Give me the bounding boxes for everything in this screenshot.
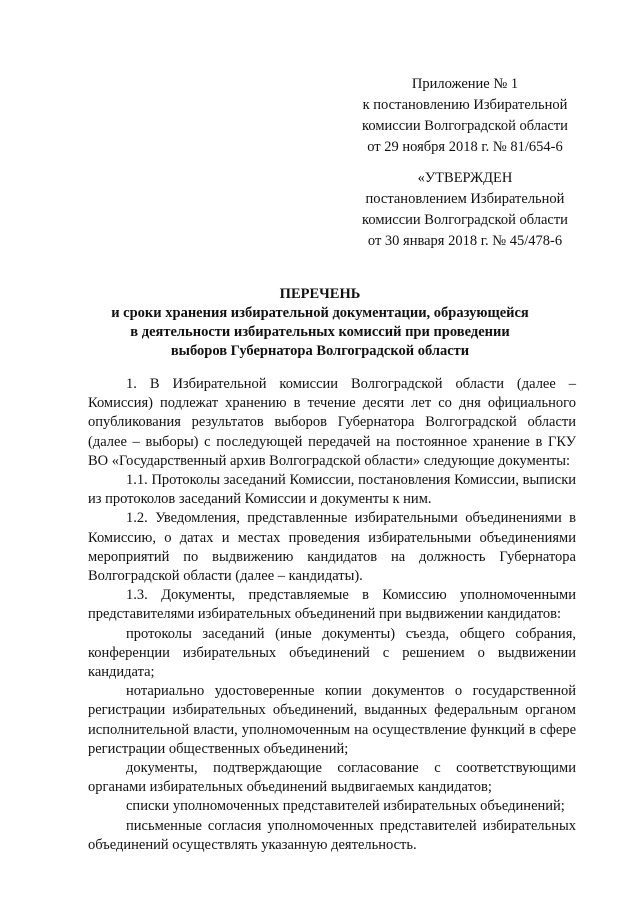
list-item-agreement-docs: документы, подтверждающие согласование с соответствующими органами избирательных объединений выдвигаемых кандидатов; <box>88 760 576 796</box>
list-item-written-consents: письменные согласия уполномоченных представителей избирательных объединений осуществлять указанную деятельность. <box>88 817 576 853</box>
title-line: и сроки хранения избирательной документации, образующейся <box>111 305 529 321</box>
document-body <box>88 375 576 855</box>
list-item-notarized-copies: нотариально удостоверенные копии документов о государственной регистрации избирательных объединений, выданных федеральным органом исполнительной власти, уполномоченным на осуществление функций в сфере регистрации общественных объединений; <box>88 683 576 757</box>
appendix-line: к постановлению Избирательной <box>362 97 568 113</box>
appendix-line: Приложение № 1 <box>411 76 519 92</box>
title-line: в деятельности избирательных комиссий при проведении <box>130 324 510 340</box>
paragraph-item-1-1: 1.1. Протоколы заседаний Комиссии, постановления Комиссии, выписки из протоколов заседаний Комиссии и документы к ним. <box>88 472 576 508</box>
approval-line: «УТВЕРЖДЕН <box>417 170 513 186</box>
appendix-note <box>330 74 600 158</box>
paragraph-item-1: 1. В Избирательной комиссии Волгоградской области (далее – Комиссия) подлежат хранению в течение десяти лет со дня официального опубликования результатов выборов Губернатора Волгоградской области (далее – выборы) с последующей передачей на постоянное хранение в ГКУ ВО «Государственный архив Волгоградской области» следующие документы: <box>88 376 576 469</box>
list-item-protocols: протоколы заседаний (иные документы) съезда, общего собрания, конференции избирательных объединений с решением о выдвижении кандидата; <box>88 625 576 681</box>
document-title <box>60 285 580 361</box>
appendix-line: от 29 ноября 2018 г. № 81/654-6 <box>367 139 563 155</box>
title-heading: ПЕРЕЧЕНЬ <box>279 286 361 302</box>
approval-stamp-text <box>330 168 600 252</box>
approval-line: от 30 января 2018 г. № 45/478-6 <box>367 233 563 249</box>
paragraph-item-1-2: 1.2. Уведомления, представленные избирательными объединениями в Комиссию, о датах и местах проведения избирательными объединениями мероприятий по выдвижению кандидатов на должность Губернатора Волгоградской области (далее – кандидаты). <box>88 510 576 585</box>
list-item-representatives: списки уполномоченных представителей избирательных объединений; <box>126 798 565 815</box>
approval-line: комиссии Волгоградской области <box>362 212 568 228</box>
title-line: выборов Губернатора Волгоградской области <box>170 343 470 359</box>
approval-line: постановлением Избирательной <box>365 191 565 207</box>
paragraph-item-1-3: 1.3. Документы, представляемые в Комиссию уполномоченными представителями избирательных объединений при выдвижении кандидатов: <box>88 587 576 623</box>
appendix-line: комиссии Волгоградской области <box>362 118 568 134</box>
